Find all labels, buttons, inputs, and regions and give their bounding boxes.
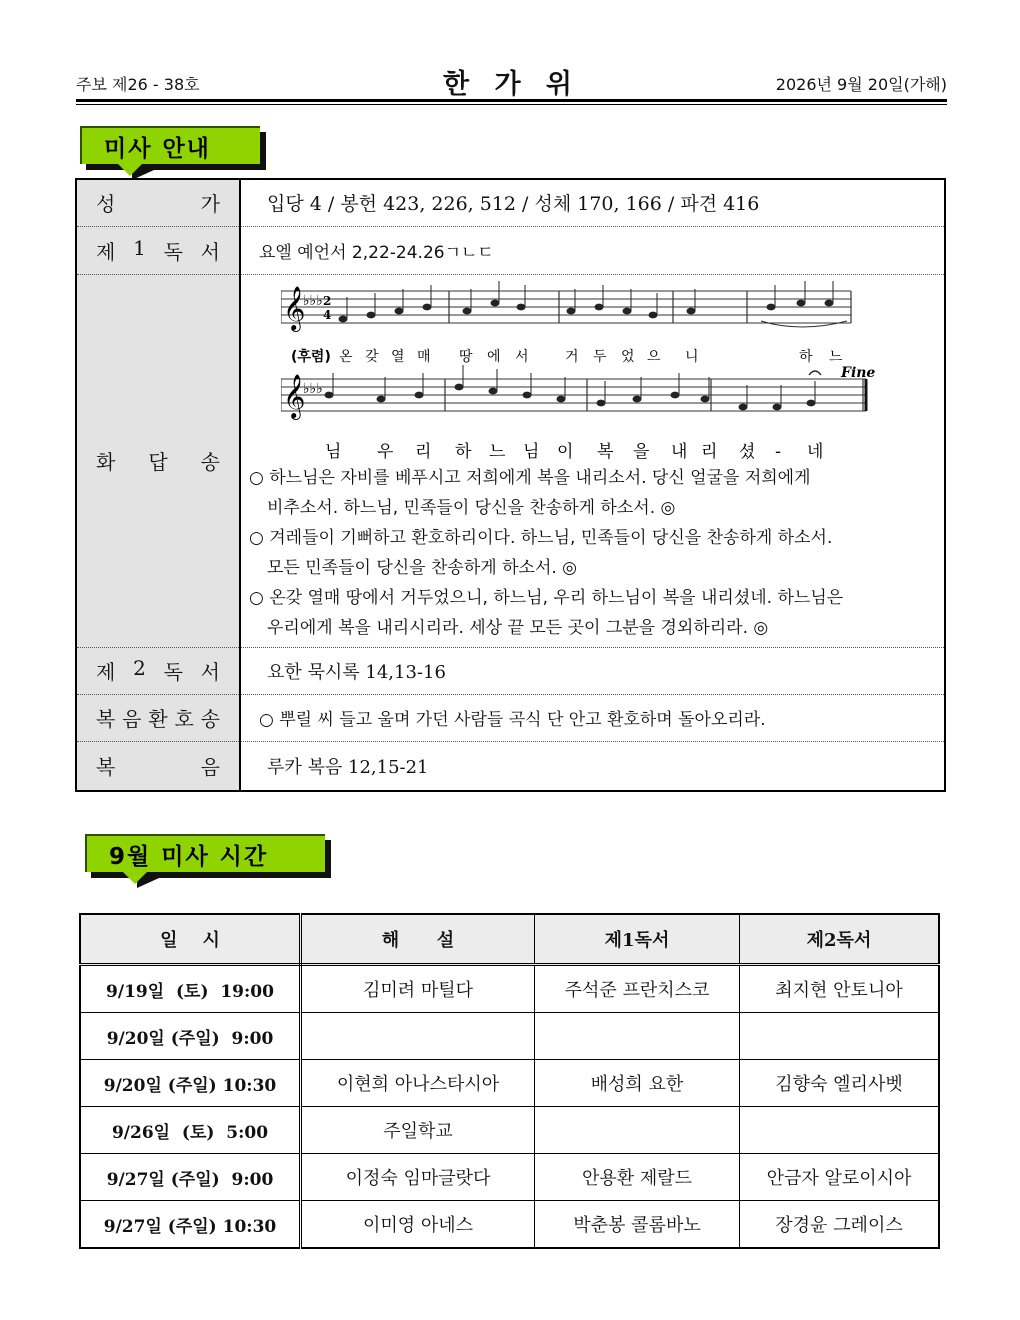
score-line2-treble-clef-icon: 𝄞	[283, 373, 306, 418]
psalm-verse: ○ 겨레들이 기뻐하고 환호하리이다. 하느님, 민족들이 당신을 찬송하게 하소서.	[249, 527, 833, 548]
psalm-verse: ○ 온갖 열매 땅에서 거두었으니, 하느님, 우리 하느님이 복을 내리셨네. 하느님은	[249, 587, 844, 608]
lyric-syllable: 을	[633, 441, 650, 462]
schedule-date: 9/27일 (주일) 9:00	[80, 1154, 301, 1201]
commentator: 이현희 아나스타시아	[301, 1060, 535, 1107]
score-line2-key-flats-icon: ♭♭♭	[303, 380, 323, 397]
score-line1-note	[491, 299, 500, 306]
second-reading-ref: 요한 묵시록 14,13-16	[240, 647, 945, 694]
col-header-first-reading: 제1독서	[535, 914, 740, 965]
table-row	[80, 965, 939, 1013]
psalm-verse: 우리에게 복을 내리시리라. 세상 끝 모든 곳이 그분을 경외하리라. ◎	[267, 617, 769, 638]
row-label: 화 답 송	[76, 274, 240, 647]
score-line2-note	[325, 391, 334, 398]
lyric-syllable: 이	[557, 441, 574, 462]
schedule-date: 9/27일 (주일) 10:30	[80, 1201, 301, 1249]
mass-guide-banner	[80, 126, 260, 164]
psalm-verse: 비추소서. 하느님, 민족들이 당신을 찬송하게 하소서. ◎	[267, 497, 676, 518]
score-line2-note	[597, 399, 606, 406]
lyric-syllable: 에	[487, 348, 501, 365]
commentator: 주일학교	[301, 1107, 535, 1154]
score-line1-note	[423, 303, 432, 310]
score-tie	[761, 321, 847, 327]
refrain-tag: (후렴)	[291, 348, 331, 365]
commentator	[301, 1013, 535, 1060]
score-line2-note	[415, 391, 424, 398]
schedule-banner-label: 9월 미사 시간	[85, 834, 325, 872]
mass-row-hymns	[76, 179, 945, 226]
mass-schedule-table	[79, 913, 940, 1249]
col-header-second-reading: 제2독서	[740, 914, 940, 965]
header-rule-thin	[76, 104, 947, 105]
score-line1-note	[517, 303, 526, 310]
lyric-syllable: 열	[391, 348, 405, 365]
lyric-syllable: 리	[701, 441, 718, 462]
second-reader	[740, 1107, 940, 1154]
row-label: 성 가	[76, 179, 240, 226]
schedule-header-row	[80, 914, 939, 965]
score-line2-note	[807, 399, 816, 406]
mass-row-gospel	[76, 741, 945, 791]
score-line1-note	[649, 311, 658, 318]
table-row	[80, 1060, 939, 1107]
row-label: 제 1 독 서	[76, 226, 240, 274]
score-line2-note	[455, 383, 464, 390]
commentator: 이미영 아네스	[301, 1201, 535, 1249]
mass-row-psalm	[76, 274, 945, 647]
banner-arrow-icon	[116, 162, 144, 176]
mass-row-gospel-acclamation	[76, 694, 945, 741]
issue-date: 2026년 9월 20일(가해)	[775, 75, 947, 94]
lyric-syllable: 으	[647, 348, 661, 365]
first-reading-ref: 요엘 예언서 2,22-24.26ㄱㄴㄷ	[240, 226, 945, 274]
lyric-syllable: 리	[415, 441, 432, 462]
schedule-banner	[85, 834, 325, 872]
row-label: 제 2 독 서	[76, 647, 240, 694]
commentator: 김미려 마틸다	[301, 965, 535, 1013]
time-signature-bottom: 4	[323, 307, 332, 322]
lyric-syllable: 님	[325, 441, 342, 462]
psalm-verse: ○ 하느님은 자비를 베푸시고 저희에게 복을 내리소서. 당신 얼굴을 저희에게	[249, 467, 811, 488]
first-reader: 박춘봉 콜롬바노	[535, 1201, 740, 1249]
score-line2-note	[489, 387, 498, 394]
gospel-ref: 루카 복음 12,15-21	[267, 756, 429, 778]
first-reader: 배성희 요한	[535, 1060, 740, 1107]
second-reader: 장경윤 그레이스	[740, 1201, 940, 1249]
lyric-syllable: 땅	[459, 348, 473, 365]
score-line1-note	[825, 299, 834, 306]
page-title: 한 가 위	[442, 69, 581, 100]
lyric-syllable: -	[775, 441, 782, 462]
second-reader: 안금자 알로이시아	[740, 1154, 940, 1201]
first-reader	[535, 1107, 740, 1154]
score-line1-note	[567, 307, 576, 314]
lyric-syllable: 내	[671, 441, 688, 462]
time-signature-top: 2	[323, 293, 332, 308]
table-row	[80, 1154, 939, 1201]
table-row	[80, 1201, 939, 1249]
lyric-syllable: 님	[523, 441, 540, 462]
col-header-date: 일 시	[80, 914, 301, 965]
score-line1-note	[339, 315, 348, 322]
score-line2-note	[671, 391, 680, 398]
row-label: 복 음	[76, 741, 240, 791]
score-line2-note	[633, 395, 642, 402]
lyric-syllable: 복	[597, 441, 614, 462]
lyric-syllable: 하	[799, 348, 813, 365]
lyric-syllable: 니	[685, 348, 699, 365]
lyric-syllable: 하	[455, 441, 472, 462]
score-line2-note	[701, 395, 710, 402]
psalm-verse: 모든 민족들이 당신을 찬송하게 하소서. ◎	[267, 557, 578, 578]
commentator: 이정숙 임마글랏다	[301, 1154, 535, 1201]
mass-row-second-reading	[76, 647, 945, 694]
issue-number: 주보 제26 - 38호	[76, 75, 200, 94]
lyric-syllable: 느	[489, 441, 506, 462]
score-line2-note	[773, 403, 782, 410]
score-line2-note	[739, 403, 748, 410]
schedule-date: 9/20일 (주일) 9:00	[80, 1013, 301, 1060]
score-line1-note	[463, 307, 472, 314]
mass-row-first-reading	[76, 226, 945, 274]
lyric-syllable: 우	[377, 441, 394, 462]
lyric-syllable: 서	[515, 348, 529, 365]
first-reader	[535, 1013, 740, 1060]
col-header-commentary: 해 설	[301, 914, 535, 965]
score-line2-note	[523, 391, 532, 398]
second-reader	[740, 1013, 940, 1060]
schedule-date: 9/26일 (토) 5:00	[80, 1107, 301, 1154]
lyric-syllable: 두	[593, 348, 607, 365]
mass-guide-table	[75, 178, 946, 792]
lyric-syllable: 거	[565, 348, 579, 365]
schedule-date: 9/20일 (주일) 10:30	[80, 1060, 301, 1107]
page-header	[76, 62, 947, 102]
score-line2-note	[557, 395, 566, 402]
hymn-numbers: 입당 4 / 봉헌 423, 226, 512 / 성체 170, 166 / 파견 416	[240, 179, 945, 226]
score-line1-note	[797, 299, 806, 306]
fermata-icon	[809, 371, 821, 375]
lyric-syllable: 느	[829, 348, 843, 365]
header-rule-thick	[76, 99, 947, 102]
psalm-cell	[240, 274, 945, 647]
lyric-syllable: 갖	[365, 348, 379, 365]
fine-marking: Fine	[841, 364, 876, 381]
lyric-syllable: 매	[417, 348, 431, 365]
gospel-acclamation-text: ○ 뿌릴 씨 들고 울며 가던 사람들 곡식 단 안고 환호하며 돌아오리라.	[240, 694, 945, 741]
score-line2-note	[377, 395, 386, 402]
score-line1-note	[367, 311, 376, 318]
score-line1-note	[623, 307, 632, 314]
first-reader: 안용환 제랄드	[535, 1154, 740, 1201]
second-reader: 최지현 안토니아	[740, 965, 940, 1013]
schedule-date: 9/19일 (토) 19:00	[80, 965, 301, 1013]
banner-arrow-icon	[121, 870, 149, 884]
second-reader: 김향숙 엘리사벳	[740, 1060, 940, 1107]
table-row	[80, 1107, 939, 1154]
score-line1-note	[687, 307, 696, 314]
psalm-score	[281, 281, 881, 463]
score-line1-note	[595, 303, 604, 310]
score-line1-note	[395, 307, 404, 314]
first-reader: 주석준 프란치스코	[535, 965, 740, 1013]
lyric-syllable: 네	[807, 441, 824, 462]
score-line1-treble-clef-icon: 𝄞	[283, 285, 306, 330]
score-line1-key-flats-icon: ♭♭♭	[303, 292, 323, 309]
row-label: 복 음 환 호 송	[76, 694, 240, 741]
lyric-syllable: 었	[621, 348, 635, 365]
lyric-syllable: 온	[339, 348, 353, 365]
lyric-syllable: 셨	[739, 441, 756, 462]
score-line1-note	[767, 303, 776, 310]
table-row	[80, 1013, 939, 1060]
mass-guide-banner-label: 미사 안내	[80, 126, 260, 164]
